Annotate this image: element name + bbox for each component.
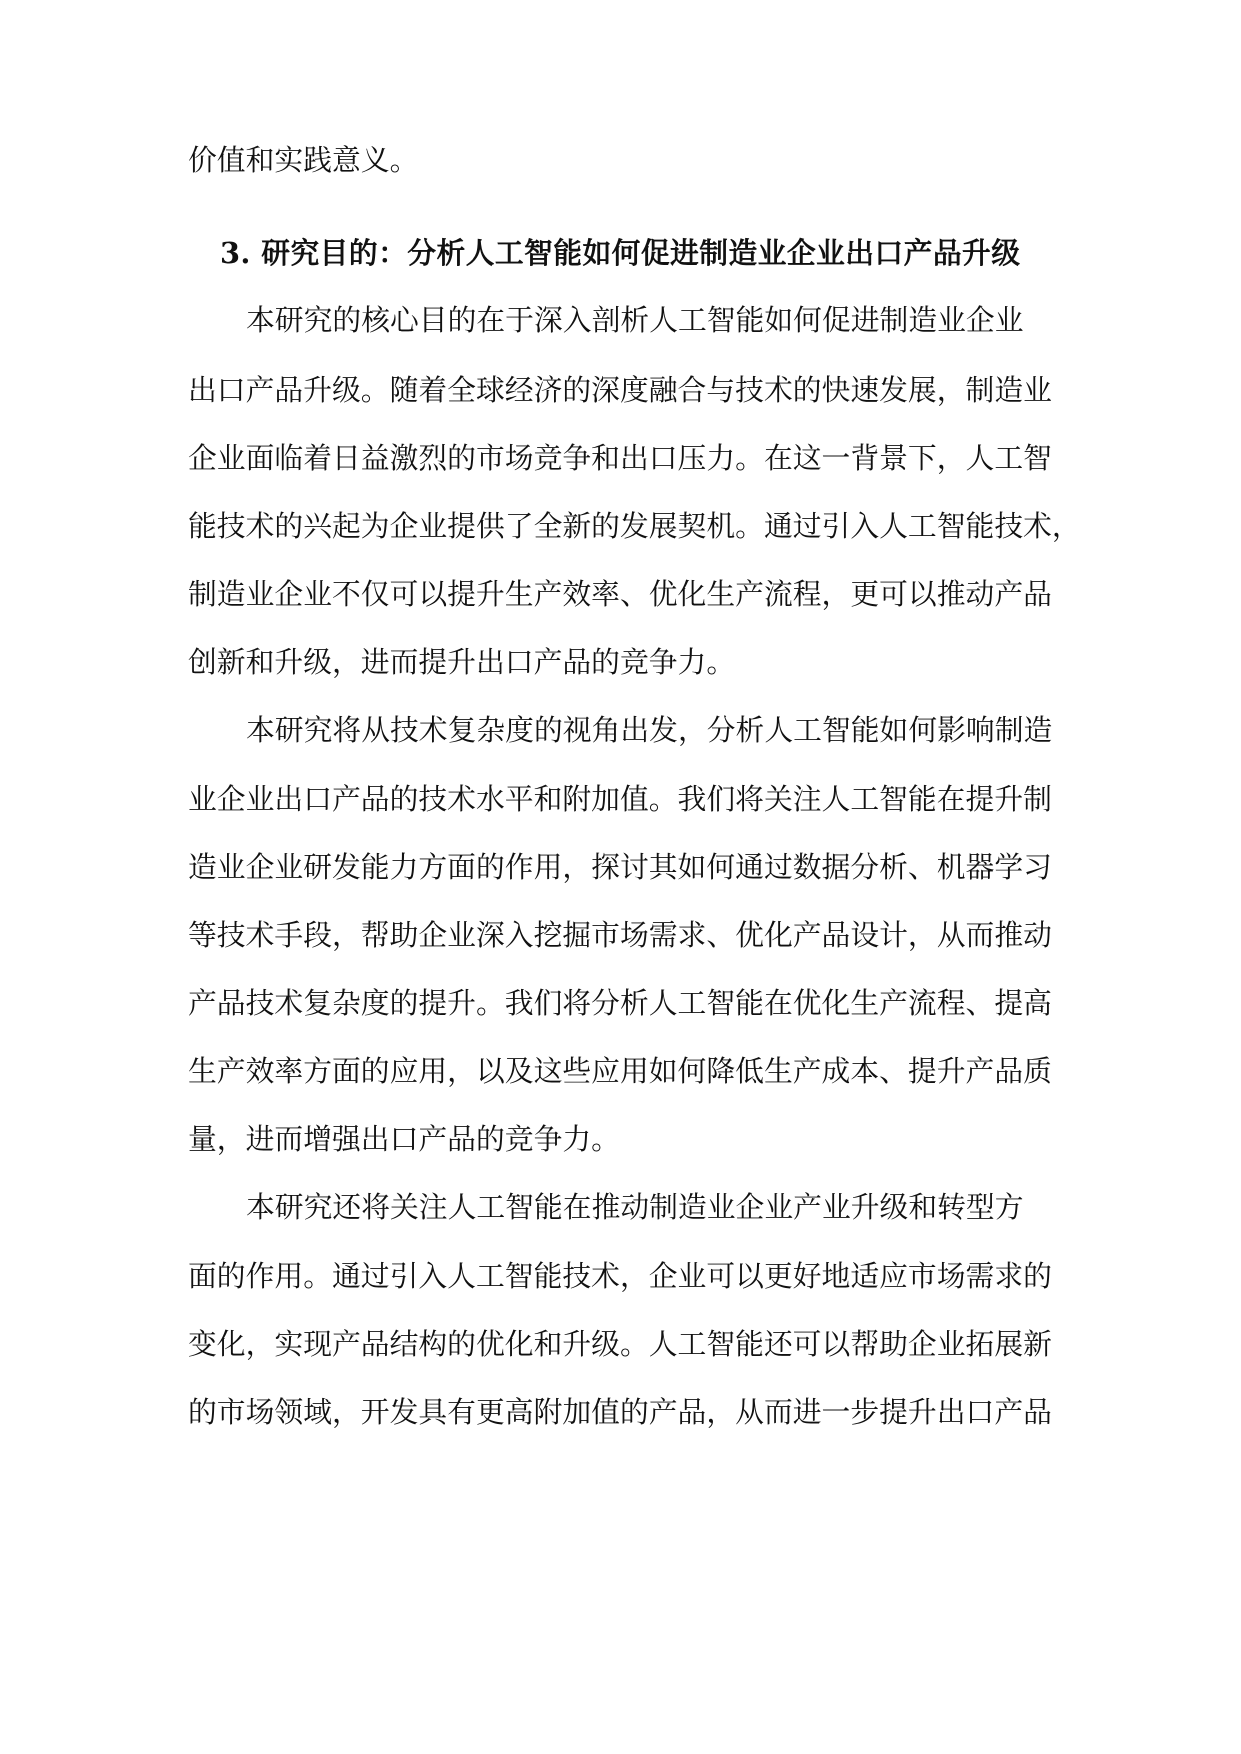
paragraph-1-line-3: 企业面临着日益激烈的市场竞争和出口压力。在这一背景下，人工智 xyxy=(188,441,1052,475)
paragraph-2-line-7: 量，进而增强出口产品的竞争力。 xyxy=(188,1122,620,1156)
paragraph-2-line-6: 生产效率方面的应用，以及这些应用如何降低生产成本、提升产品质 xyxy=(188,1054,1052,1088)
paragraph-3-line-4: 的市场领域，开发具有更高附加值的产品，从而进一步提升出口产品 xyxy=(188,1395,1052,1429)
paragraph-1-line-4: 能技术的兴起为企业提供了全新的发展契机。通过引入人工智能技术， xyxy=(188,509,1081,543)
paragraph-continuation-line: 价值和实践意义。 xyxy=(188,143,419,177)
paragraph-2-line-1: 本研究将从技术复杂度的视角出发，分析人工智能如何影响制造 xyxy=(246,713,1053,747)
paragraph-1-line-1: 本研究的核心目的在于深入剖析人工智能如何促进制造业企业 xyxy=(246,303,1024,337)
paragraph-1-line-2: 出口产品升级。随着全球经济的深度融合与技术的快速发展，制造业 xyxy=(188,373,1052,407)
paragraph-3-line-3: 变化，实现产品结构的优化和升级。人工智能还可以帮助企业拓展新 xyxy=(188,1327,1052,1361)
paragraph-2-line-4: 等技术手段，帮助企业深入挖掘市场需求、优化产品设计，从而推动 xyxy=(188,918,1052,952)
section-heading: 3. 研究目的：分析人工智能如何促进制造业企业出口产品升级 xyxy=(220,236,1021,270)
paragraph-2-line-5: 产品技术复杂度的提升。我们将分析人工智能在优化生产流程、提高 xyxy=(188,986,1052,1020)
paragraph-2-line-2: 业企业出口产品的技术水平和附加值。我们将关注人工智能在提升制 xyxy=(188,782,1052,816)
paragraph-3-line-1: 本研究还将关注人工智能在推动制造业企业产业升级和转型方 xyxy=(246,1190,1024,1224)
paragraph-1-line-6: 创新和升级，进而提升出口产品的竞争力。 xyxy=(188,645,736,679)
paragraph-1-line-5: 制造业企业不仅可以提升生产效率、优化生产流程，更可以推动产品 xyxy=(188,577,1052,611)
paragraph-3-line-2: 面的作用。通过引入人工智能技术，企业可以更好地适应市场需求的 xyxy=(188,1259,1052,1293)
paragraph-2-line-3: 造业企业研发能力方面的作用，探讨其如何通过数据分析、机器学习 xyxy=(188,850,1052,884)
